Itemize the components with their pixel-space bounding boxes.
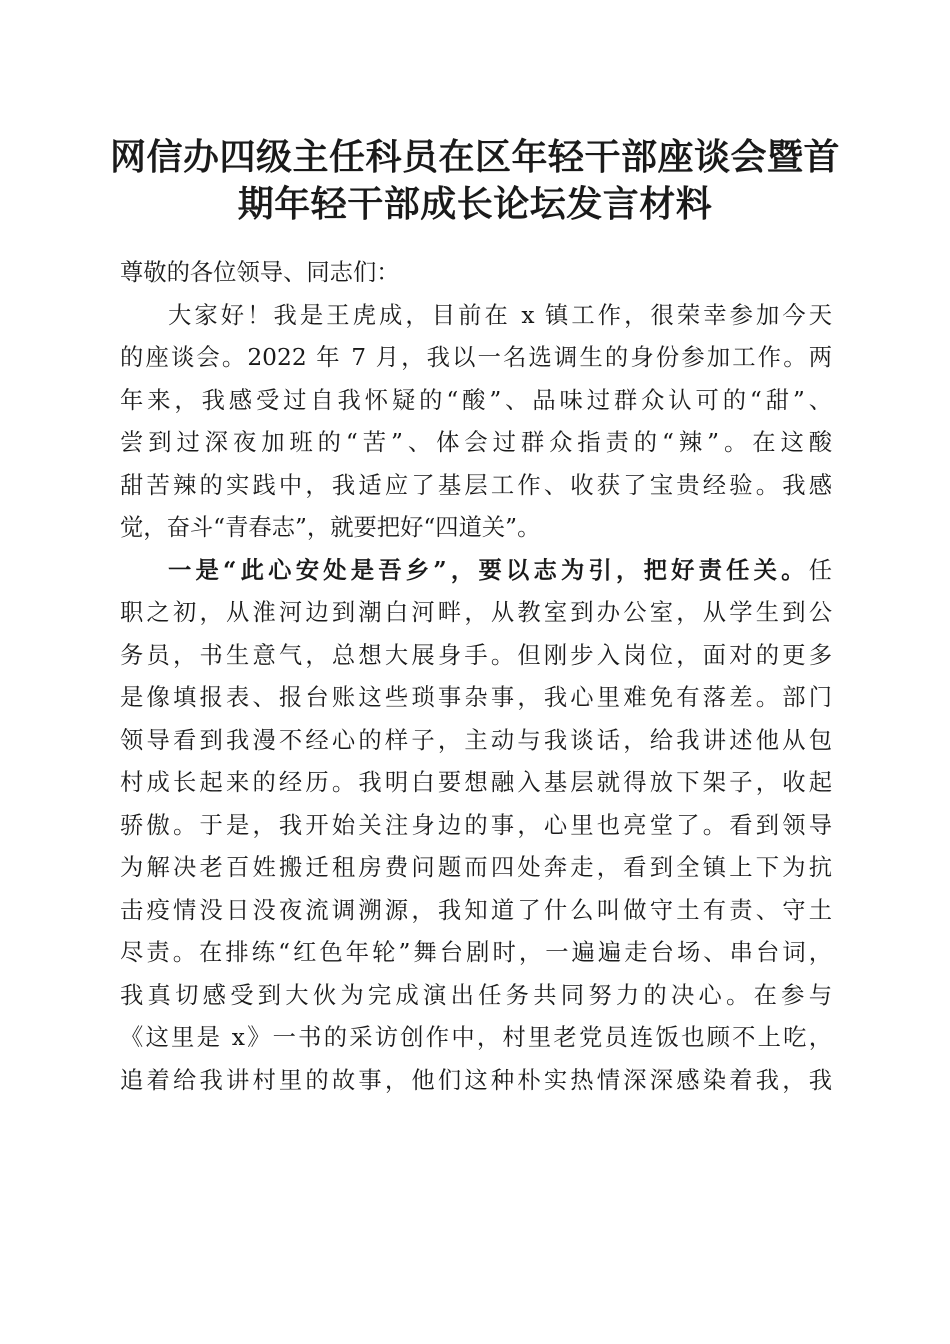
paragraph-2-line: 是像填报表、报台账这些琐事杂事，我心里难免有落差。部门 — [120, 684, 832, 711]
paragraph-1-line: 觉，奋斗“青春志”，就要把好“四道关”。 — [120, 514, 541, 541]
paragraph-1-line: 大家好！我是王虎成，目前在 x 镇工作，很荣幸参加今天 — [168, 301, 832, 329]
paragraph-1-line: 年来，我感受过自我怀疑的“酸”、品味过群众认可的“甜”、 — [120, 386, 832, 414]
document-body — [120, 252, 832, 1102]
paragraph-1-line: 甜苦辣的实践中，我适应了基层工作、收获了宝贵经验。我感 — [120, 471, 832, 499]
paragraph-2-line: 《这里是 x》一书的采访创作中，村里老党员连饭也顾不上吃， — [120, 1024, 832, 1051]
paragraph-2-line: 务员，书生意气，总想大展身手。但刚步入岗位，面对的更多 — [120, 641, 832, 669]
paragraph-2-line: 骄傲。于是，我开始关注身边的事，心里也亮堂了。看到领导 — [120, 811, 832, 839]
title-line: 网信办四级主任科员在区年轻干部座谈会暨首 — [109, 136, 840, 178]
salutation: 尊敬的各位领导、同志们： — [120, 259, 400, 286]
paragraph-2-line: 击疫情没日没夜流调溯源，我知道了什么叫做守土有责、守土 — [120, 896, 832, 924]
paragraph-2-line: 职之初，从淮河边到潮白河畔，从教室到办公室，从学生到公 — [120, 599, 832, 626]
paragraph-2-first-line — [120, 550, 832, 593]
paragraph-2-first-line-tail: 任 — [808, 556, 832, 584]
section-heading: 一是“此心安处是吾乡”，要以志为引，把好责任关。 — [168, 556, 809, 584]
paragraph-2-line: 追着给我讲村里的故事，他们这种朴实热情深深感染着我，我 — [120, 1066, 832, 1094]
title-line: 期年轻干部成长论坛发言材料 — [237, 183, 713, 225]
paragraph-2-line: 我真切感受到大伙为完成演出任务共同努力的决心。在参与 — [120, 981, 832, 1009]
paragraph-1-line: 的座谈会。2022 年 7 月，我以一名选调生的身份参加工作。两 — [120, 344, 832, 371]
paragraph-2-line: 村成长起来的经历。我明白要想融入基层就得放下架子，收起 — [120, 769, 832, 796]
paragraph-2-line: 尽责。在排练“红色年轮”舞台剧时，一遍遍走台场、串台词， — [120, 939, 832, 966]
paragraph-2-line: 领导看到我漫不经心的样子，主动与我谈话，给我讲述他从包 — [120, 726, 832, 754]
document-title — [100, 134, 850, 228]
paragraph-1-line: 尝到过深夜加班的“苦”、体会过群众指责的“辣”。在这酸 — [120, 429, 832, 456]
paragraph-2-line: 为解决老百姓搬迁租房费问题而四处奔走，看到全镇上下为抗 — [120, 854, 832, 881]
